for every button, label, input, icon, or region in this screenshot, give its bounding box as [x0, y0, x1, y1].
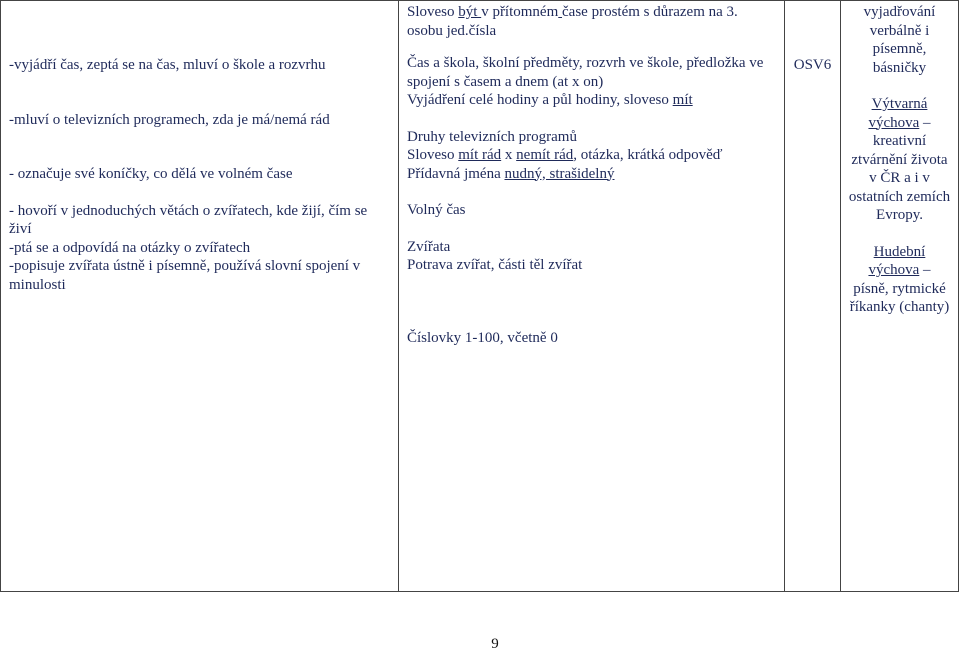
link-art-text: kreativní ztvárnění života v ČR a i v ostatních zemích Evropy. [848, 133, 951, 223]
content-verb-like-sep: x [501, 147, 517, 163]
content-verb-like-rest: , otázka, krátká odpověď [573, 147, 723, 163]
curriculum-row [1, 1, 959, 592]
content-verb-be-word: být [458, 4, 482, 20]
link-art-dash: – [919, 114, 931, 131]
content-verb-be-tense: v přítomném [481, 4, 559, 20]
content-adjectives-lead: Přídavná jména [407, 165, 505, 182]
cross-topic-code: OSV6 [793, 57, 832, 73]
content-tv-types: Druhy televizních programů [407, 128, 577, 145]
content-adjectives-words: nudný, strašidelný [504, 165, 615, 182]
link-art [847, 95, 952, 132]
outcome-hobbies: - označuje své koníčky, co dělá ve volném čase [9, 166, 293, 182]
outcome-animals-ask: -ptá se a odpovídá na otázky o zvířatech [9, 239, 251, 256]
content-cell [399, 1, 785, 592]
outcome-animals-describe: -popisuje zvířata ústně i písemně, používá slovní spojení v minulosti [9, 258, 361, 293]
content-animals: Zvířata [407, 238, 451, 255]
link-art-subject: Výtvarná výchova [868, 96, 928, 131]
content-verb-like-lead: Sloveso [407, 147, 459, 163]
link-music [847, 243, 952, 280]
content-verb-be-lead: Sloveso [407, 4, 459, 20]
link-expression: vyjadřování verbálně i písemně, básničky [863, 4, 936, 76]
content-verb-dislike-word: nemít rád [516, 147, 574, 163]
link-music-subject: Hudební výchova [868, 243, 926, 278]
content-verb-be-rest: čase prostém s důrazem na 3. osobu jed.čísla [407, 4, 738, 39]
outcomes-cell [1, 1, 399, 592]
content-hours [407, 91, 776, 110]
content-animals-food: Potrava zvířat, části těl zvířat [407, 257, 583, 273]
content-hours-verb: mít [672, 92, 693, 108]
cross-topics-cell [785, 1, 841, 592]
content-verb-be [407, 3, 776, 40]
page-number: 9 [491, 636, 499, 652]
content-free-time: Volný čas [407, 202, 466, 218]
content-verb-like-word: mít rád [458, 147, 502, 163]
content-hours-lead: Vyjádření celé hodiny a půl hodiny, sloveso [407, 92, 673, 108]
content-numbers: Číslovky 1-100, včetně 0 [407, 329, 558, 346]
content-adjectives [407, 165, 776, 184]
outcome-time: -vyjádří čas, zeptá se na čas, mluví o škole a rozvrhu [9, 57, 326, 73]
link-music-text: písně, rytmické říkanky (chanty) [849, 280, 950, 315]
outcome-tv: -mluví o televizních programech, zda je má/nemá rád [9, 111, 330, 128]
content-time-school: Čas a škola, školní předměty, rozvrh ve škole, předložka ve spojení s časem a dnem (at x on) [407, 55, 764, 90]
content-verb-like [407, 146, 776, 165]
links-cell [841, 1, 959, 592]
outcome-animals-speak: - hovoří v jednoduchých větách o zvířatech, kde žijí, čím se živí [9, 202, 368, 237]
link-music-dash: – [919, 262, 931, 278]
